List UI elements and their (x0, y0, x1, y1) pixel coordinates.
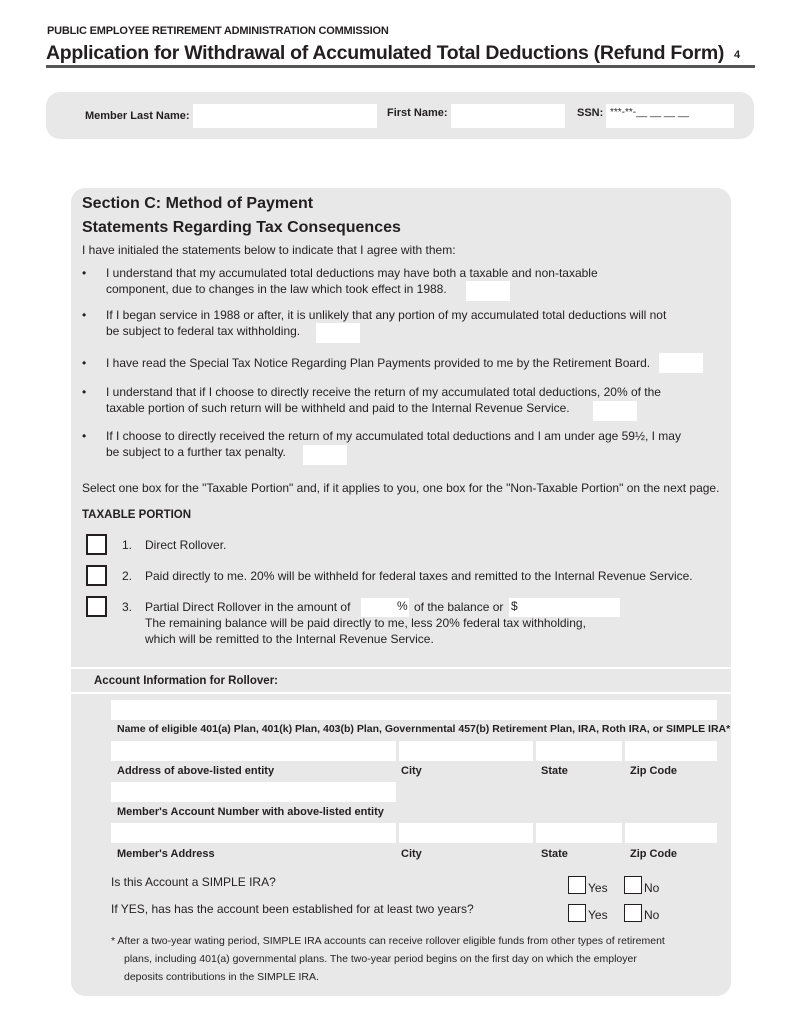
bullet-statement-line: I have read the Special Tax Notice Regarding Plan Payments provided to me by the Retirement Board. (106, 356, 651, 370)
entity-state-label: State (541, 765, 568, 777)
taxable-portion-heading: TAXABLE PORTION (82, 509, 192, 521)
bullet-marker: • (82, 385, 87, 399)
bullet-statement-line: If I began service in 1988 or after, it is unlikely that any portion of my accumulated total deductions will not (106, 308, 667, 322)
bullet-marker: • (82, 356, 87, 370)
footnote-line: deposits contributions in the SIMPLE IRA. (124, 971, 319, 983)
option-2-checkbox[interactable] (86, 565, 107, 586)
footnote-line: plans, including 401(a) governmental plans. The two-year period begins on the first day on which the employer (124, 953, 637, 965)
page-number: 4 (734, 49, 741, 61)
simple-ira-question: Is this Account a SIMPLE IRA? (111, 875, 276, 889)
no-label: No (644, 908, 660, 922)
dollar-sign: $ (511, 599, 518, 613)
simple-ira-yes-checkbox[interactable] (568, 876, 586, 894)
entity-zip-field[interactable] (625, 741, 717, 761)
two-years-no-checkbox[interactable] (624, 904, 642, 922)
percent-sign: % (397, 599, 408, 613)
bullet-statement-line: be subject to federal tax withholding. (106, 324, 301, 338)
account-number-label: Member's Account Number with above-listed entity (117, 806, 384, 818)
bullet-statement-line: taxable portion of such return will be withheld and paid to the Internal Revenue Service. (106, 401, 570, 415)
option-3-line-3: which will be remitted to the Internal Revenue Service. (145, 632, 434, 646)
member-zip-field[interactable] (625, 823, 717, 843)
bullet-marker: • (82, 308, 87, 322)
bullet-marker: • (82, 429, 87, 443)
bullet-statement-line: I understand that my accumulated total deductions may have both a taxable and non-taxable (106, 266, 598, 280)
option-3-number: 3. (122, 600, 133, 614)
initials-field[interactable] (659, 353, 703, 373)
last-name-label: Member Last Name: (85, 110, 190, 122)
organization-name: PUBLIC EMPLOYEE RETIREMENT ADMINISTRATION COMMISSION (47, 25, 389, 37)
two-years-question: If YES, has has the account been established for at least two years? (111, 902, 474, 916)
option-1-number: 1. (122, 538, 133, 552)
option-2-number: 2. (122, 569, 133, 583)
option-3-text: Partial Direct Rollover in the amount of (145, 600, 351, 614)
entity-address-field[interactable] (111, 741, 396, 761)
intro-text: I have initialed the statements below to indicate that I agree with them: (82, 243, 456, 257)
entity-city-label: City (401, 765, 422, 777)
option-3-checkbox[interactable] (86, 596, 107, 617)
option-3-mid-text: of the balance or (414, 600, 504, 614)
divider (71, 692, 731, 694)
option-2-text: Paid directly to me. 20% will be withheld for federal taxes and remitted to the Internal Revenue Service. (145, 569, 693, 583)
divider (71, 667, 731, 669)
no-label: No (644, 881, 660, 895)
entity-city-field[interactable] (399, 741, 533, 761)
member-address-label: Member's Address (117, 848, 215, 860)
option-3-line-2: The remaining balance will be paid directly to me, less 20% federal tax withholding, (145, 616, 586, 630)
bullet-statement-line: component, due to changes in the law which took effect in 1988. (106, 282, 447, 296)
ssn-field[interactable]: ***-**-__ __ __ __ (606, 104, 734, 128)
ssn-label: SSN: (577, 107, 604, 119)
initials-field[interactable] (466, 281, 510, 301)
member-city-label: City (401, 848, 422, 860)
option-1-text: Direct Rollover. (145, 538, 227, 552)
two-years-yes-checkbox[interactable] (568, 904, 586, 922)
rollover-dollar-field[interactable] (509, 598, 620, 617)
bullet-statement-line: If I choose to directly received the return of my accumulated total deductions and I am under age 59½, I may (106, 429, 681, 443)
bullet-statement-line: be subject to a further tax penalty. (106, 445, 286, 459)
member-city-field[interactable] (399, 823, 533, 843)
initials-field[interactable] (303, 445, 347, 465)
bullet-marker: • (82, 266, 87, 280)
yes-label: Yes (588, 881, 608, 895)
member-state-field[interactable] (536, 823, 622, 843)
plan-name-label: Name of eligible 401(a) Plan, 401(k) Plan, 403(b) Plan, Governmental 457(b) Retirement Plan, IRA, Roth IRA, or SIMPLE IRA* (117, 723, 731, 735)
member-state-label: State (541, 848, 568, 860)
rollover-heading: Account Information for Rollover: (94, 675, 278, 687)
member-zip-label: Zip Code (630, 848, 678, 860)
entity-address-label: Address of above-listed entity (117, 765, 275, 777)
entity-state-field[interactable] (536, 741, 622, 761)
last-name-field[interactable] (193, 104, 377, 128)
plan-name-field[interactable] (111, 700, 717, 720)
form-title: Application for Withdrawal of Accumulated Total Deductions (Refund Form) (46, 42, 725, 64)
simple-ira-no-checkbox[interactable] (624, 876, 642, 894)
first-name-field[interactable] (451, 104, 565, 128)
footnote-line: * After a two-year wating period, SIMPLE IRA accounts can receive rollover eligible funds from other types of retirement (111, 935, 665, 947)
title-rule (46, 65, 755, 68)
initials-field[interactable] (593, 401, 637, 421)
account-number-field[interactable] (111, 782, 396, 802)
section-heading: Section C: Method of Payment (82, 195, 314, 212)
yes-label: Yes (588, 908, 608, 922)
initials-field[interactable] (316, 323, 360, 343)
select-instruction: Select one box for the "Taxable Portion" and, if it applies to you, one box for the "Non-Taxable Portion" on the next page. (82, 481, 720, 495)
option-1-checkbox[interactable] (86, 534, 107, 555)
section-subheading: Statements Regarding Tax Consequences (82, 219, 401, 236)
entity-zip-label: Zip Code (630, 765, 678, 777)
bullet-statement-line: I understand that if I choose to directly receive the return of my accumulated total deductions, 20% of the (106, 385, 661, 399)
member-address-field[interactable] (111, 823, 396, 843)
first-name-label: First Name: (387, 107, 448, 119)
